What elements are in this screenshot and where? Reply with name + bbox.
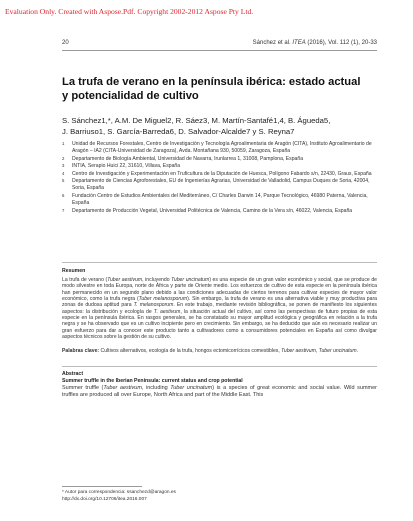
affiliation-item <box>62 193 383 208</box>
title-line-1: La trufa de verano en la península ibérica: estado actual <box>62 76 361 88</box>
affiliation-text: Departamento de Biología Ambiental, Universidad de Navarra, Irunlarrea 1, 31008, Pamplona, España <box>72 155 304 162</box>
keywords-label: Palabras clave: <box>62 348 100 354</box>
affiliation-item <box>62 178 383 193</box>
affiliation-text: Centro de Investigación y Experimentación en Truficultura de la Diputación de Huesca, Polígono Fabardo s/n, 22430, Graus, España <box>72 170 372 177</box>
affiliation-text: Fundación Centro de Estudios Ambientales del Mediterráneo, C/ Charles Darwin 14, Parque Tecnológico, 46980 Paterna, Valencia, España <box>72 192 368 207</box>
footnote-rule <box>62 486 142 487</box>
journal-name: ITEA <box>292 40 306 46</box>
species-name: T. aestivum <box>153 308 181 315</box>
keywords <box>62 348 377 354</box>
affiliation-item <box>62 171 383 178</box>
keywords-separator: , <box>315 348 319 354</box>
page-number: 20 <box>62 40 69 46</box>
affiliation-item <box>62 163 383 170</box>
abstract-text: , including <box>141 385 171 391</box>
authors-line-2: J. Barriuso1, S. García-Barreda6, D. Salvador-Alcalde7 y S. Reyna7 <box>62 127 295 136</box>
authors-line-1: S. Sánchez1,*, A.M. De Miguel2, R. Sáez3, M. Martín-Santafé1,4, B. Águeda5, <box>62 116 331 125</box>
affiliation-text: Departamento de Ciencias Agroforestales, EU de Ingenierías Agrarias, Universidad de Valladolid, Campus Duques de Soria, 42004, Soria, España <box>72 178 370 192</box>
species-name: Tuber melanosporum <box>138 296 188 303</box>
correspondence-note: * Autor para correspondencia: ssanchezd@aragon.es <box>62 490 176 495</box>
species-name: Tuber uncinatum <box>171 277 210 283</box>
resumen-text: , la situación actual del cultivo, así como las perspectivas de futuro propias de esta especie en la península ibérica. En rasgos generales, se ha constatado su mayor amplitud ecológica y geográfica en relación a la trufa negra y se ha observado que es un cultivo incipiente pero en crecimiento. Sin embargo, se ha deducido que aún es necesario realizar un gran esfuerzo para dar a conocer este producto tanto a cultivadores como a consumidores potenciales en España así como divulgar aspectos técnicos sobre la gestión de su cultivo. <box>62 308 377 341</box>
footnote <box>62 490 377 504</box>
affiliation-item <box>62 156 383 163</box>
resumen-text: La trufa de verano ( <box>62 277 108 283</box>
resumen-text: ). Sin embargo, la trufa de verano es una alternativa viable y muy productiva para zonas de dudosa aptitud para <box>62 296 378 309</box>
affiliation-text: Departamento de Producción Vegetal, Universidad Politécnica de Valencia, Camino de la Vera s/n, 46022, Valencia, España <box>72 207 353 214</box>
species-name: Tuber aestivum <box>107 277 143 283</box>
abstract-heading-block <box>62 371 243 384</box>
running-head-authors: Sánchez et al. <box>252 40 291 46</box>
resumen-body <box>62 277 377 340</box>
affiliation-item <box>62 141 383 156</box>
species-name: Tuber uncinatum <box>318 348 357 354</box>
abstract-heading: Abstract <box>62 371 84 377</box>
resumen-text: ) es una especie de un gran valor económico y social, que se produce de modo silvestre en toda Europa, norte de África y parte de Oriente medio. Los esfuerzos de cultivo de esta especie en la península ibérica han permanecido en un segundo plano debido a las condiciones adecuadas de ciertos terrenos para cultivar especies de mayor valor económico, como la trufa negra ( <box>62 277 377 303</box>
resumen-text: . En este trabajo, mediante revisión bibliográfica, se ponen de manifiesto los siguientes aspectos: la distribución y ecología de <box>62 302 377 315</box>
affiliation-number: 5 <box>62 178 65 184</box>
header-rule <box>62 50 377 51</box>
keywords-end: . <box>356 348 359 354</box>
doi-link[interactable]: http://dx.doi.org/10.12706/itea.2016.007 <box>62 496 147 502</box>
resumen-heading: Resumen <box>62 268 86 274</box>
species-name: Tuber aestivum <box>103 385 142 391</box>
affiliation-number: 4 <box>62 170 65 176</box>
species-name: Tuber aestivum <box>281 348 316 354</box>
author-list <box>62 115 377 137</box>
abstract-english-title: Summer truffle in the Iberian Peninsula: current status and crop potential <box>62 377 243 384</box>
article-title <box>62 75 377 103</box>
affiliation-number: 7 <box>62 207 65 213</box>
affiliation-text: INTIA, Serapio Huici 22, 31610, Villava, España <box>72 163 181 170</box>
affiliation-number: 2 <box>62 155 65 161</box>
keywords-text: Cultivos alternativos, ecología de la trufa, hongos ectomicorrícicos comestibles, <box>99 348 282 354</box>
section-divider <box>62 366 377 367</box>
running-head <box>62 40 377 50</box>
section-divider <box>62 262 377 263</box>
affiliation-item <box>62 208 383 215</box>
abstract-text: ) is a species of great economic and social value. Wild summer truffles are produced all over Europe, North Africa and part of the Middle East. This <box>62 385 377 398</box>
affiliation-number: 1 <box>62 141 65 146</box>
journal-reference <box>253 40 377 46</box>
affiliation-number: 3 <box>62 163 65 169</box>
abstract-text: Summer truffle ( <box>62 385 104 391</box>
affiliations <box>62 141 383 215</box>
resumen-text: , incluyendo <box>142 277 172 283</box>
journal-citation: (2016), Vol. 112 (1), 20-33 <box>307 40 377 46</box>
species-name: Tuber uncinatum <box>170 385 213 391</box>
title-line-2: y potencialidad de cultivo <box>62 90 199 102</box>
watermark-banner: Evaluation Only. Created with Aspose.Pdf. Copyright 2002-2012 Aspose Pty Ltd. <box>5 7 254 16</box>
species-name: T. melanosporum <box>133 302 174 309</box>
affiliation-text: Unidad de Recursos Forestales, Centro de Investigación y Tecnología Agroalimentaria de Aragón (CITA), Instituto Agroalimentario de Aragón – IA2 (CITA-Universidad de Zaragoza), Avda. Montañana 930, 50059, Zaragoza, España <box>72 141 372 155</box>
affiliation-number: 6 <box>62 192 65 198</box>
abstract-body <box>62 385 377 399</box>
